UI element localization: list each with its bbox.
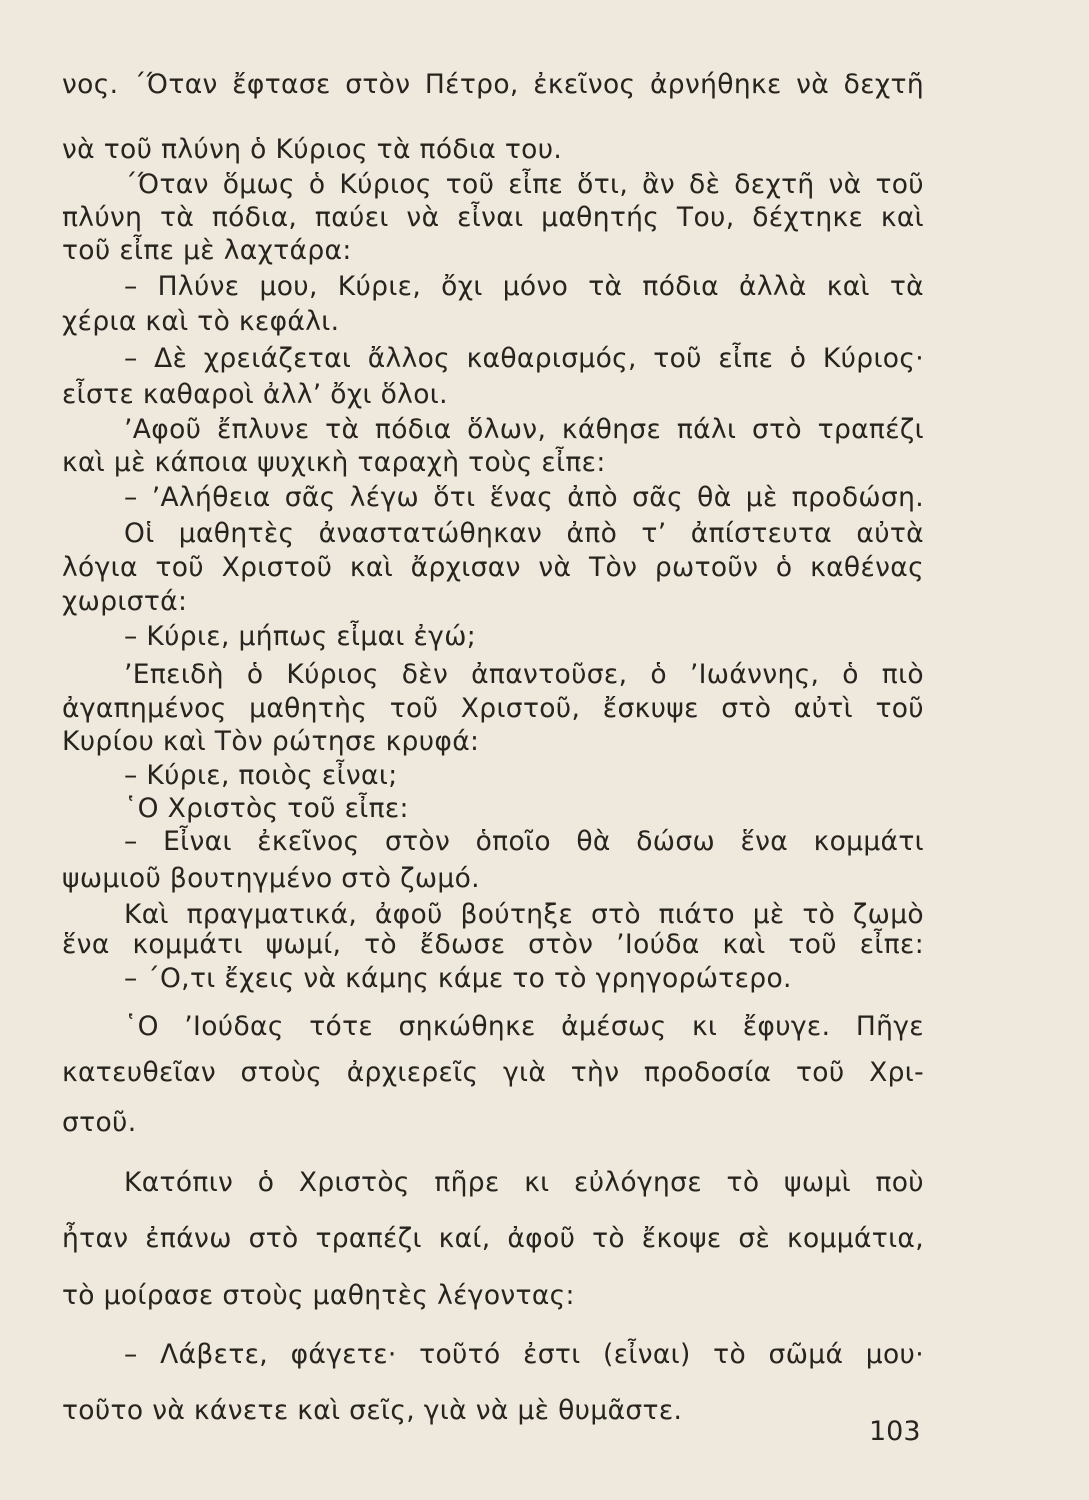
text-line: στοῦ. — [62, 1107, 137, 1138]
text-line: εἶστε καθαροὶ ἀλλ’ ὄχι ὅλοι. — [62, 379, 448, 410]
text-line: τὸ μοίρασε στοὺς μαθητὲς λέγοντας: — [62, 1280, 575, 1311]
text-line: τοῦτο νὰ κάνετε καὶ σεῖς, γιὰ νὰ μὲ θυμᾶστε. — [62, 1395, 683, 1426]
text-line: χέρια καὶ τὸ κεφάλι. — [62, 306, 340, 337]
text-line: χωριστά: — [62, 586, 188, 617]
text-line: ψωμιοῦ βουτηγμένο στὸ ζωμό. — [62, 863, 480, 894]
text-line: – Εἶναι ἐκεῖνος στὸν ὁποῖο θὰ δώσω ἕνα κομμάτι — [124, 826, 924, 857]
text-line: ΄Όταν ὅμως ὁ Κύριος τοῦ εἶπε ὅτι, ἂν δὲ δεχτῆ νὰ τοῦ — [124, 169, 924, 200]
text-line: Καὶ πραγματικά, ἀφοῦ βούτηξε στὸ πιάτο μὲ τὸ ζωμὸ — [124, 899, 924, 930]
text-line: – ’Αλήθεια σᾶς λέγω ὅτι ἕνας ἀπὸ σᾶς θὰ μὲ προδώση. — [124, 482, 924, 513]
text-line: ’Επειδὴ ὁ Κύριος δὲν ἀπαντοῦσε, ὁ ’Ιωάννης, ὁ πιὸ — [124, 659, 924, 690]
text-line: νὰ τοῦ πλύνη ὁ Κύριος τὰ πόδια του. — [62, 134, 563, 165]
text-line: – Κύριε, ποιὸς εἶναι; — [124, 760, 398, 791]
page-number: 103 — [869, 1416, 921, 1447]
text-line: νος. ΄Όταν ἔφτασε στὸν Πέτρο, ἐκεῖνος ἀρνήθηκε νὰ δεχτῆ — [62, 69, 924, 100]
text-line: ’Αφοῦ ἔπλυνε τὰ πόδια ὅλων, κάθησε πάλι στὸ τραπέζι — [124, 414, 924, 445]
text-line: ῾Ο Χριστὸς τοῦ εἶπε: — [124, 793, 409, 824]
text-line: τοῦ εἶπε μὲ λαχτάρα: — [62, 235, 352, 266]
text-line: Κυρίου καὶ Τὸν ρώτησε κρυφά: — [62, 726, 480, 757]
text-line: – Δὲ χρειάζεται ἄλλος καθαρισμός, τοῦ εἶπε ὁ Κύριος· — [124, 343, 924, 374]
text-line: Οἱ μαθητὲς ἀναστατώθηκαν ἀπὸ τ’ ἀπίστευτα αὐτὰ — [124, 518, 924, 549]
text-line: Κατόπιν ὁ Χριστὸς πῆρε κι εὐλόγησε τὸ ψωμὶ ποὺ — [124, 1167, 924, 1198]
text-line: λόγια τοῦ Χριστοῦ καὶ ἄρχισαν νὰ Τὸν ρωτοῦν ὁ καθένας — [62, 552, 924, 583]
text-line: ἦταν ἐπάνω στὸ τραπέζι καί, ἀφοῦ τὸ ἔκοψε σὲ κομμάτια, — [62, 1223, 924, 1254]
text-line: ἕνα κομμάτι ψωμί, τὸ ἔδωσε στὸν ’Ιούδα καὶ τοῦ εἶπε: — [62, 929, 924, 960]
text-line: – Κύριε, μήπως εἶμαι ἐγώ; — [124, 621, 477, 652]
text-line: ἀγαπημένος μαθητὴς τοῦ Χριστοῦ, ἔσκυψε στὸ αὐτὶ τοῦ — [62, 693, 924, 724]
text-line: – ΄Ο,τι ἔχεις νὰ κάμης κάμε το τὸ γρηγορώτερο. — [124, 963, 792, 994]
text-line: – Πλύνε μου, Κύριε, ὄχι μόνο τὰ πόδια ἀλλὰ καὶ τὰ — [124, 271, 924, 302]
body-text — [62, 68, 924, 1428]
text-line: πλύνη τὰ πόδια, παύει νὰ εἶναι μαθητής Του, δέχτηκε καὶ — [62, 202, 924, 233]
text-line: ῾Ο ’Ιούδας τότε σηκώθηκε ἀμέσως κι ἔφυγε. Πῆγε — [124, 1011, 924, 1042]
text-line: κατευθεῖαν στοὺς ἀρχιερεῖς γιὰ τὴν προδοσία τοῦ Χρι- — [62, 1057, 924, 1088]
text-line: καὶ μὲ κάποια ψυχικὴ ταραχὴ τοὺς εἶπε: — [62, 447, 606, 478]
text-line: – Λάβετε, φάγετε· τοῦτό ἐστι (εἶναι) τὸ σῶμά μου· — [124, 1339, 924, 1370]
